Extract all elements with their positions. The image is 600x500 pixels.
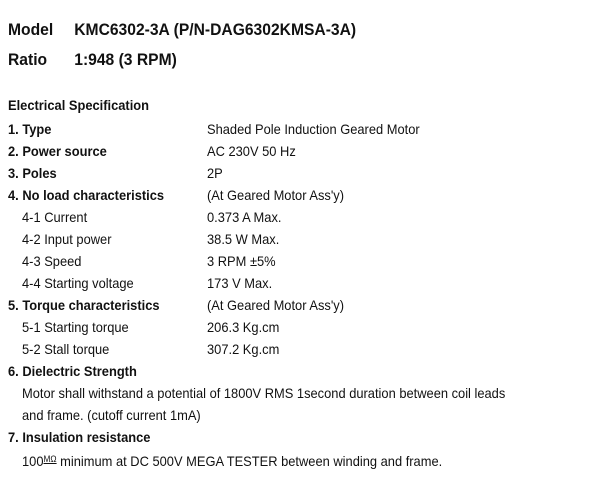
section-title: Electrical Specification (8, 97, 150, 113)
ratio-line (8, 50, 177, 70)
dielectric-line-1: Motor shall withstand a potential of 1800V RMS 1second duration between coil leads (22, 385, 506, 401)
spec-value: Shaded Pole Induction Geared Motor (207, 121, 420, 137)
model-label: Model (8, 20, 54, 39)
spec-label: 5-2 Stall torque (22, 341, 110, 357)
spec-row-poles (0, 162, 600, 184)
spec-row-power-source (0, 140, 600, 162)
ratio-value: 1:948 (3 RPM) (74, 50, 177, 69)
spec-label: 6. Dielectric Strength (8, 363, 137, 379)
spec-label: 4-3 Speed (22, 253, 82, 269)
spec-row-stall-torque (0, 338, 600, 360)
insulation-text (22, 448, 442, 472)
spec-value: 3 RPM ±5% (207, 253, 276, 269)
spec-row-speed (0, 250, 600, 272)
insulation-value: 100 (22, 453, 44, 469)
spec-label: 2. Power source (8, 143, 107, 159)
spec-row-starting-voltage (0, 272, 600, 294)
spec-value: 206.3 Kg.cm (207, 319, 280, 335)
spec-value: (At Geared Motor Ass'y) (207, 297, 345, 313)
spec-label: 5. Torque characteristics (8, 297, 160, 313)
spec-value: 173 V Max. (207, 275, 273, 291)
spec-row-type (0, 118, 600, 140)
spec-label: 4-2 Input power (22, 231, 112, 247)
spec-row-torque (0, 294, 600, 316)
spec-label: 3. Poles (8, 165, 57, 181)
dielectric-heading (0, 360, 600, 382)
spec-value: (At Geared Motor Ass'y) (207, 187, 345, 203)
spec-value: 38.5 W Max. (207, 231, 280, 247)
insulation-heading (0, 426, 600, 448)
spec-label: 4. No load characteristics (8, 187, 165, 203)
spec-label: 1. Type (8, 121, 52, 137)
spec-value: 307.2 Kg.cm (207, 341, 280, 357)
ratio-label: Ratio (8, 50, 48, 69)
spec-label: 7. Insulation resistance (8, 429, 151, 445)
dielectric-line-2: and frame. (cutoff current 1mA) (22, 407, 201, 423)
spec-row-current (0, 206, 600, 228)
spec-value: 0.373 A Max. (207, 209, 282, 225)
model-value: KMC6302-3A (P/N-DAG6302KMSA-3A) (74, 20, 357, 39)
megohm-unit: MΩ (43, 454, 57, 464)
spec-label: 5-1 Starting torque (22, 319, 129, 335)
spec-row-no-load (0, 184, 600, 206)
insulation-rest: minimum at DC 500V MEGA TESTER between winding and frame. (56, 453, 443, 469)
spec-value: 2P (207, 165, 223, 181)
spec-row-starting-torque (0, 316, 600, 338)
model-line (8, 20, 356, 40)
spec-label: 4-4 Starting voltage (22, 275, 134, 291)
spec-label: 4-1 Current (22, 209, 88, 225)
spec-row-input-power (0, 228, 600, 250)
spec-value: AC 230V 50 Hz (207, 143, 296, 159)
